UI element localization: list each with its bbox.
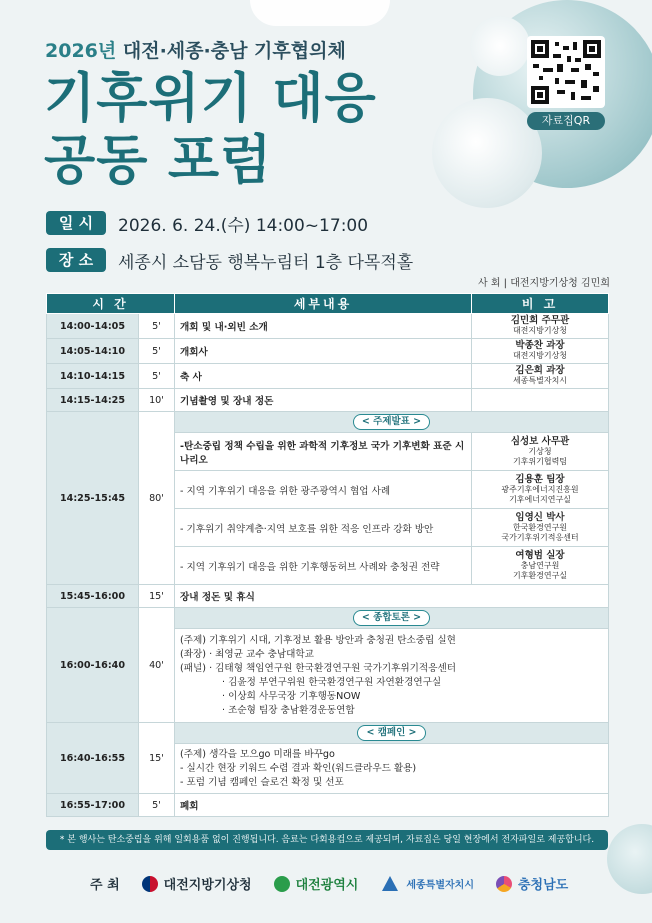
- row-content: 개회사: [175, 339, 472, 364]
- event-organizer: 대전·세종·충남 기후협의체: [122, 40, 346, 62]
- daejeon-logo-icon: [274, 876, 290, 892]
- table-row: [47, 608, 609, 629]
- note-name: 김용훈 팀장: [515, 473, 565, 485]
- schedule-table: [46, 293, 609, 817]
- row-duration: 5': [139, 314, 175, 339]
- place-tag: 장 소: [46, 248, 106, 272]
- row-time: 16:40-16:55: [47, 723, 139, 794]
- org-name: 충청남도: [517, 878, 569, 893]
- org-kma: [142, 874, 252, 893]
- row-content: 폐회: [175, 794, 609, 817]
- header-time: 시 간: [47, 294, 175, 314]
- note-org: 기후에너지연구실: [509, 494, 571, 504]
- note-name: 김은희 과장: [515, 365, 565, 376]
- org-name: 세종특별자치시: [406, 880, 474, 891]
- table-row: [47, 364, 609, 389]
- discussion-panel: · 조순형 팀장 충남환경운동연합: [222, 704, 355, 716]
- table-header: [47, 294, 609, 314]
- row-duration: 5': [139, 794, 175, 817]
- organizers-footer: [90, 874, 568, 893]
- title-line-2: 공동 포럼: [44, 130, 273, 191]
- row-time: 14:00-14:05: [47, 314, 139, 339]
- title-line-1: 기후위기 대응: [44, 68, 377, 129]
- section-label-campaign: < 캠페인 >: [357, 725, 425, 741]
- row-duration: 5': [139, 339, 175, 364]
- note-org: 한국환경연구원: [512, 522, 568, 532]
- row-content: 기념촬영 및 장내 정돈: [175, 389, 472, 412]
- place-value: 세종시 소담동 행복누림터 1층 다목적홀: [118, 252, 414, 273]
- org-name: 대전광역시: [295, 878, 359, 893]
- row-time: 14:25-15:45: [47, 412, 139, 585]
- row-duration: 10': [139, 389, 175, 412]
- section-bar: [175, 412, 609, 433]
- place-row: [46, 247, 413, 273]
- event-year: 2026년: [45, 40, 117, 62]
- header-content: 세부내용: [175, 294, 472, 314]
- row-duration: 5': [139, 364, 175, 389]
- kma-logo-icon: [142, 876, 158, 892]
- table-row: [47, 723, 609, 744]
- row-note: [472, 314, 609, 339]
- note-name: 박종찬 과장: [515, 340, 565, 351]
- note-org: 기후환경연구실: [512, 570, 568, 580]
- row-note: [472, 339, 609, 364]
- date-tag: 일 시: [46, 211, 106, 235]
- event-subtitle: [45, 36, 346, 63]
- table-row: [47, 585, 609, 608]
- row-time: 14:05-14:10: [47, 339, 139, 364]
- campaign-item: - 포럼 기념 캠페인 슬로건 확정 및 선포: [180, 776, 344, 788]
- org-name: 대전지방기상청: [163, 878, 252, 893]
- row-content: - 지역 기후위기 대응을 위한 광주광역시 협업 사례: [175, 471, 472, 509]
- note-name: 임영신 박사: [515, 511, 565, 523]
- row-note: [472, 547, 609, 585]
- note-org: 대전지방기상청: [512, 326, 568, 335]
- note-org: 대전지방기상청: [512, 351, 568, 360]
- org-daejeon: [274, 874, 359, 893]
- row-duration: 15': [139, 585, 175, 608]
- row-note: [472, 364, 609, 389]
- table-row: [47, 339, 609, 364]
- table-row: [47, 389, 609, 412]
- row-content: 장내 정돈 및 휴식: [175, 585, 609, 608]
- row-duration: 15': [139, 723, 175, 794]
- discussion-panel: · 김윤정 부연구위원 한국환경연구원 자연환경연구실: [222, 676, 442, 688]
- row-duration: 80': [139, 412, 175, 585]
- page-title: [44, 68, 377, 192]
- row-content: - 기후위기 취약계층·지역 보호를 위한 적응 인프라 강화 방안: [175, 509, 472, 547]
- organizers-label: 주 최: [90, 878, 120, 893]
- row-content: 축 사: [175, 364, 472, 389]
- qr-code-block[interactable]: [527, 36, 605, 132]
- header-note: 비 고: [472, 294, 609, 314]
- row-content: 개회 및 내·외빈 소개: [175, 314, 472, 339]
- qr-code-icon[interactable]: [527, 36, 605, 108]
- org-chungnam: [496, 874, 568, 893]
- date-value: 2026. 6. 24.(수) 14:00~17:00: [118, 215, 369, 236]
- note-org: 세종특별자치시: [512, 376, 568, 385]
- row-note: [472, 389, 609, 412]
- row-time: 16:55-17:00: [47, 794, 139, 817]
- row-time: 14:15-14:25: [47, 389, 139, 412]
- sejong-logo-icon: [380, 875, 400, 893]
- row-time: 14:10-14:15: [47, 364, 139, 389]
- row-note: [472, 471, 609, 509]
- row-duration: 40': [139, 608, 175, 723]
- decor-circle: [607, 824, 652, 894]
- section-bar: [175, 723, 609, 744]
- note-org: 국가기후위기적응센터: [501, 532, 579, 542]
- note-name: 심성보 사무관: [510, 435, 570, 447]
- qr-label: 자료집QR: [527, 112, 605, 130]
- row-time: 16:00-16:40: [47, 608, 139, 723]
- note-org: 기후위기협력팀: [512, 456, 568, 466]
- note-name: 여형범 실장: [515, 549, 565, 561]
- discussion-details: [175, 629, 609, 723]
- note-org: 기상청: [528, 446, 552, 456]
- row-note: [472, 433, 609, 471]
- row-content: - 지역 기후위기 대응을 위한 기후행동허브 사례와 충청권 전략: [175, 547, 472, 585]
- date-row: [46, 210, 368, 236]
- note-org: 충남연구원: [520, 560, 560, 570]
- table-row: [47, 794, 609, 817]
- campaign-item: - 실시간 현장 키워드 수렴 결과 확인(워드클라우드 활용): [180, 762, 417, 774]
- decor-circle: [470, 16, 530, 76]
- note-name: 김민희 주무관: [510, 315, 570, 326]
- table-row: [47, 314, 609, 339]
- section-bar: [175, 608, 609, 629]
- decor-circle: [432, 98, 542, 208]
- discussion-panel: · 이상희 사무국장 기후행동NOW: [222, 690, 361, 702]
- row-content: -탄소중립 정책 수립을 위한 과학적 기후정보 국가 기후변화 표준 시나리오: [175, 433, 472, 471]
- campaign-details: [175, 744, 609, 794]
- decor-circle: [250, 0, 390, 26]
- table-row: [47, 412, 609, 433]
- footnote: * 본 행사는 탄소중립을 위해 일회용품 없이 진행됩니다. 음료는 다회용컵으로 제공되며, 자료집은 당일 현장에서 전자파일로 제공합니다.: [46, 830, 608, 850]
- section-label-discussion: < 종합토론 >: [353, 610, 430, 626]
- chungnam-logo-icon: [496, 876, 512, 892]
- discussion-topic: (주제) 기후위기 시대, 기후정보 활용 방안과 충청권 탄소중립 실현: [180, 634, 456, 646]
- row-note: [472, 509, 609, 547]
- host-note: 사 회 | 대전지방기상청 김민희: [477, 278, 610, 289]
- discussion-chair: (좌장) · 최영균 교수 충남대학교: [180, 648, 314, 660]
- campaign-topic: (주제) 생각을 모으go 미래를 바꾸go: [180, 748, 335, 760]
- note-org: 광주기후에너지진흥원: [501, 484, 579, 494]
- discussion-panel: (패널) · 김태형 책임연구원 한국환경연구원 국가기후위기적응센터: [180, 662, 457, 674]
- org-sejong: [380, 875, 474, 893]
- row-time: 15:45-16:00: [47, 585, 139, 608]
- section-label-presentation: < 주제발표 >: [353, 414, 430, 430]
